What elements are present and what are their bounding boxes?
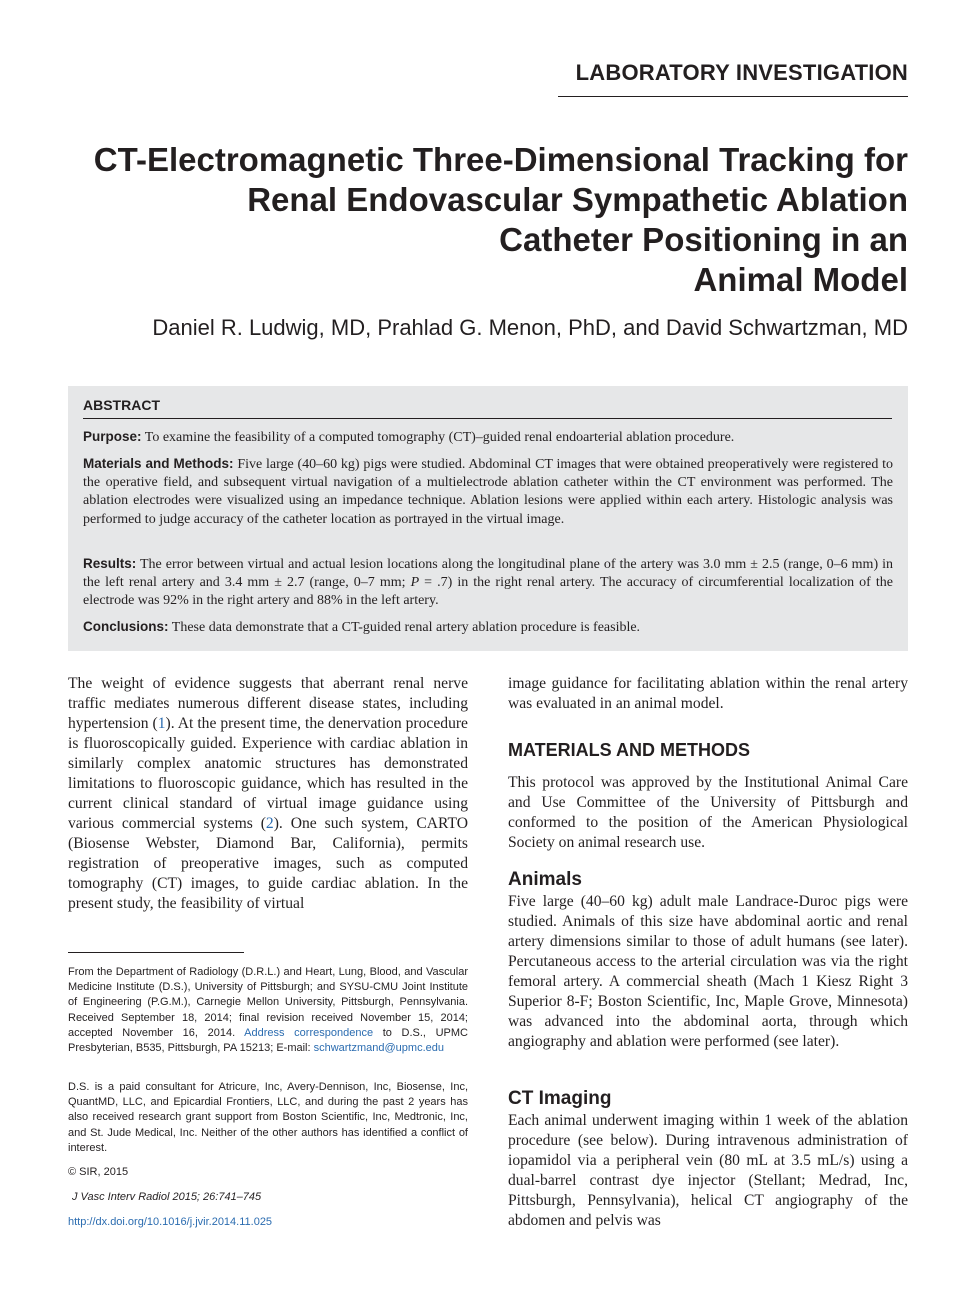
doi-link[interactable]: http://dx.doi.org/10.1016/j.jvir.2014.11.025: [68, 1216, 273, 1228]
abstract-purpose-label: Purpose:: [83, 429, 142, 444]
affiliation-text: From the Department of Radiology (D.R.L.) and Heart, Lung, Blood, and Vascular Medicine Institute (D.S.), University of Pittsburgh; and SYSU-CMU Joint Institute of Engineering (P.G.M.), Carnegie Mellon University, Pittsburgh, Pennsylvania. Received September 18, 2014; final revision received November 15, 2014; accepted November 16, 2014.: [68, 966, 468, 1039]
animals-heading: Animals: [508, 869, 582, 890]
affiliation-footnote: [68, 965, 468, 1056]
intro-continuation: image guidance for facilitating ablation within the renal artery was evaluated in an animal model.: [508, 675, 908, 712]
intro-paragraph: [68, 674, 468, 914]
abstract-methods-label: Materials and Methods:: [83, 456, 234, 471]
animals-paragraph: Five large (40–60 kg) adult male Landrace-Duroc pigs were studied. Animals of this size have abdominal aortic and renal artery dimensions similar to those of adult humans (see later). Percutaneous access to the arterial circulation was via the right femoral artery. A commercial sheath (Mach 1 Kiesz Right 3 Superior 8-F; Boston Scientific, Inc, Maple Grove, Minnesota) was advanced into the abdominal aorta, through which angiography and ablation were performed (see later).: [508, 893, 908, 1050]
reference-link-2[interactable]: 2: [265, 815, 274, 832]
abstract-methods: [83, 455, 893, 529]
header-rule: [558, 96, 908, 97]
abstract-conclusions-text: These data demonstrate that a CT-guided renal artery ablation procedure is feasible.: [168, 620, 641, 635]
abstract-conclusions: [83, 618, 893, 637]
reference-link-1[interactable]: 1: [157, 715, 166, 732]
abstract-box: [68, 386, 908, 651]
address-correspondence-label: Address correspondence: [235, 1026, 374, 1039]
abstract-rule: [83, 418, 892, 419]
address-text: to D.S., UPMC Presbyterian, B535, Pittsburgh, PA 15213; E-mail:: [68, 1026, 468, 1055]
journal-citation: J Vasc Interv Radiol 2015; 26:741–745: [72, 1191, 262, 1203]
methods-heading: MATERIALS AND METHODS: [508, 740, 750, 760]
title-line: CT-Electromagnetic Three-Dimensional Tracking for: [93, 141, 908, 178]
intro-text: The weight of evidence suggests that aberrant renal nerve traffic mediates numerous different disease states, including hypertension (: [68, 675, 468, 732]
abstract-conclusions-label: Conclusions:: [83, 619, 169, 634]
methods-paragraph: This protocol was approved by the Institutional Animal Care and Use Committee of the University of Pittsburgh and conformed to the position of the American Physiological Society on animal research use.: [508, 774, 908, 851]
p-value-symbol: P: [410, 575, 420, 591]
author-list: Daniel R. Ludwig, MD, Prahlad G. Menon, PhD, and David Schwartzman, MD: [152, 315, 908, 340]
section-header: LABORATORY INVESTIGATION: [575, 60, 908, 85]
abstract-results-text: The error between virtual and actual lesion locations along the longitudinal plane of the artery was 3.0 mm ± 2.5 (range, 0–6 mm) in the left renal artery and 3.4 mm ± 2.7 (range, 0–7 mm;: [83, 557, 893, 591]
article-title: [60, 140, 908, 300]
abstract-results-text-cont: = .7) in the right renal artery. The accuracy of circumferential localization of the electrode was 92% in the right artery and 88% in the left artery.: [83, 575, 893, 609]
title-line: Animal Model: [693, 261, 908, 298]
abstract-results: [83, 555, 893, 611]
abstract-methods-text: Five large (40–60 kg) pigs were studied. Abdominal CT images that were obtained preoperatively were registered to the operative field, and subsequent virtual navigation of a multielectrode ablation catheter within the CT environment was performed. The ablation electrodes were visualized using an impedance technique. Ablation lesions were applied within each artery. Histologic analysis was performed to judge accuracy of the catheter location as portrayed in the virtual image.: [83, 457, 894, 527]
copyright-notice: © SIR, 2015: [68, 1166, 129, 1178]
abstract-heading: ABSTRACT: [83, 397, 160, 413]
abstract-purpose: [83, 428, 893, 447]
abstract-results-label: Results:: [83, 556, 137, 571]
ct-imaging-heading: CT Imaging: [508, 1088, 612, 1109]
abstract-purpose-text: To examine the feasibility of a computed tomography (CT)–guided renal endoarterial ablation procedure.: [141, 430, 735, 445]
intro-text: ). At the present time, the denervation procedure is fluoroscopically guided. Experience with cardiac ablation in similarly complex anatomic structures has demonstrated limitations to fluoroscopic guidance, which has resulted in the current clinical standard of virtual image guidance using various commercial systems (: [68, 715, 468, 832]
footnote-rule: [68, 952, 244, 953]
title-line: Catheter Positioning in an: [499, 221, 908, 258]
disclosure-footnote: D.S. is a paid consultant for Atricure, Inc, Avery-Dennison, Inc, Biosense, Inc, QuantMD, LLC, and Epicardial Frontiers, LLC, and during the past 2 years has also received research grant support from Boston Scientific, Inc, Medtronic, Inc, and St. Jude Medical, Inc. Neither of the other authors has identified a conflict of interest.: [68, 1081, 468, 1154]
ct-imaging-paragraph: Each animal underwent imaging within 1 week of the ablation procedure (see below). During intravenous administration of iopamidol via a peripheral vein (80 mL at 3.5 mL/s) using a dual-barrel contrast dye injector (Stellant; Medrad, Inc, Pittsburgh, Pennsylvania), helical CT angiography of the abdomen and pelvis was: [508, 1112, 908, 1229]
intro-text: ). One such system, CARTO (Biosense Webster, Diamond Bar, California), permits registration of preoperative images, such as computed tomography (CT) images, to guide cardiac ablation. In the present study, the feasibility of virtual: [68, 815, 468, 912]
title-line: Renal Endovascular Sympathetic Ablation: [247, 181, 908, 218]
email-link[interactable]: schwartzmand@upmc.edu: [313, 1042, 444, 1055]
